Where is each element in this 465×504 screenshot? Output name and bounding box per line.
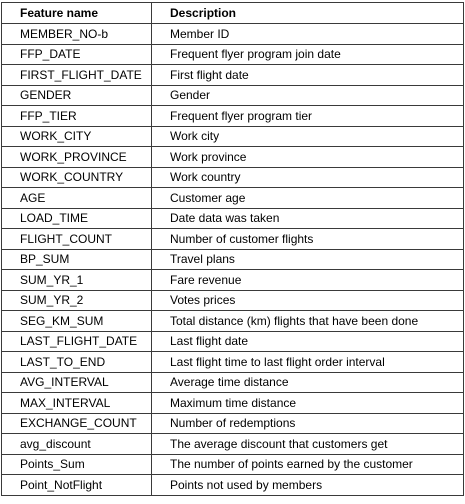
description-cell: Work city xyxy=(152,126,464,147)
description-cell: Average time distance xyxy=(152,372,464,393)
description-cell: Travel plans xyxy=(152,249,464,270)
feature-name-cell: Points_Sum xyxy=(2,454,152,475)
description-cell: Work province xyxy=(152,147,464,168)
description-cell: Number of redemptions xyxy=(152,413,464,434)
description-cell: Work country xyxy=(152,167,464,188)
feature-name-cell: FFP_DATE xyxy=(2,44,152,65)
feature-name-cell: FFP_TIER xyxy=(2,106,152,127)
feature-name-cell: SEG_KM_SUM xyxy=(2,311,152,332)
feature-name-cell: SUM_YR_1 xyxy=(2,270,152,291)
table-row xyxy=(2,44,464,65)
table-row xyxy=(2,311,464,332)
feature-name-cell: avg_discount xyxy=(2,434,152,455)
feature-name-cell: FIRST_FLIGHT_DATE xyxy=(2,65,152,86)
description-cell: Frequent flyer program tier xyxy=(152,106,464,127)
description-cell: The average discount that customers get xyxy=(152,434,464,455)
feature-name-cell: FLIGHT_COUNT xyxy=(2,229,152,250)
feature-name-cell: Point_NotFlight xyxy=(2,475,152,496)
feature-name-cell: GENDER xyxy=(2,85,152,106)
table-row xyxy=(2,352,464,373)
table-row xyxy=(2,85,464,106)
table-row xyxy=(2,270,464,291)
table-row xyxy=(2,208,464,229)
description-cell: First flight date xyxy=(152,65,464,86)
table-row xyxy=(2,475,464,496)
description-cell: Last flight time to last flight order interval xyxy=(152,352,464,373)
feature-name-cell: EXCHANGE_COUNT xyxy=(2,413,152,434)
header-description: Description xyxy=(152,3,464,24)
table-row xyxy=(2,331,464,352)
description-cell: Fare revenue xyxy=(152,270,464,291)
feature-name-cell: AVG_INTERVAL xyxy=(2,372,152,393)
description-cell: Member ID xyxy=(152,24,464,45)
table-header-row xyxy=(2,3,464,24)
table-row xyxy=(2,167,464,188)
feature-name-cell: WORK_CITY xyxy=(2,126,152,147)
description-cell: Last flight date xyxy=(152,331,464,352)
table-row xyxy=(2,372,464,393)
feature-name-cell: SUM_YR_2 xyxy=(2,290,152,311)
header-feature-name: Feature name xyxy=(2,3,152,24)
table-row xyxy=(2,126,464,147)
table-row xyxy=(2,229,464,250)
table-row xyxy=(2,24,464,45)
table-row xyxy=(2,290,464,311)
feature-name-cell: AGE xyxy=(2,188,152,209)
table-row xyxy=(2,106,464,127)
table-row xyxy=(2,147,464,168)
description-cell: Number of customer flights xyxy=(152,229,464,250)
description-cell: Maximum time distance xyxy=(152,393,464,414)
feature-description-table xyxy=(1,2,464,496)
table-row xyxy=(2,65,464,86)
table-row xyxy=(2,413,464,434)
feature-name-cell: LAST_TO_END xyxy=(2,352,152,373)
table-row xyxy=(2,393,464,414)
description-cell: Votes prices xyxy=(152,290,464,311)
table-row xyxy=(2,249,464,270)
table-row xyxy=(2,188,464,209)
feature-name-cell: LOAD_TIME xyxy=(2,208,152,229)
description-cell: Date data was taken xyxy=(152,208,464,229)
feature-name-cell: BP_SUM xyxy=(2,249,152,270)
description-cell: Frequent flyer program join date xyxy=(152,44,464,65)
feature-name-cell: LAST_FLIGHT_DATE xyxy=(2,331,152,352)
feature-name-cell: MAX_INTERVAL xyxy=(2,393,152,414)
table-body xyxy=(2,24,464,496)
feature-name-cell: WORK_PROVINCE xyxy=(2,147,152,168)
table-container xyxy=(1,2,464,496)
table-row xyxy=(2,454,464,475)
table-row xyxy=(2,434,464,455)
feature-name-cell: MEMBER_NO-b xyxy=(2,24,152,45)
feature-name-cell: WORK_COUNTRY xyxy=(2,167,152,188)
description-cell: The number of points earned by the customer xyxy=(152,454,464,475)
description-cell: Customer age xyxy=(152,188,464,209)
description-cell: Total distance (km) flights that have been done xyxy=(152,311,464,332)
description-cell: Gender xyxy=(152,85,464,106)
description-cell: Points not used by members xyxy=(152,475,464,496)
